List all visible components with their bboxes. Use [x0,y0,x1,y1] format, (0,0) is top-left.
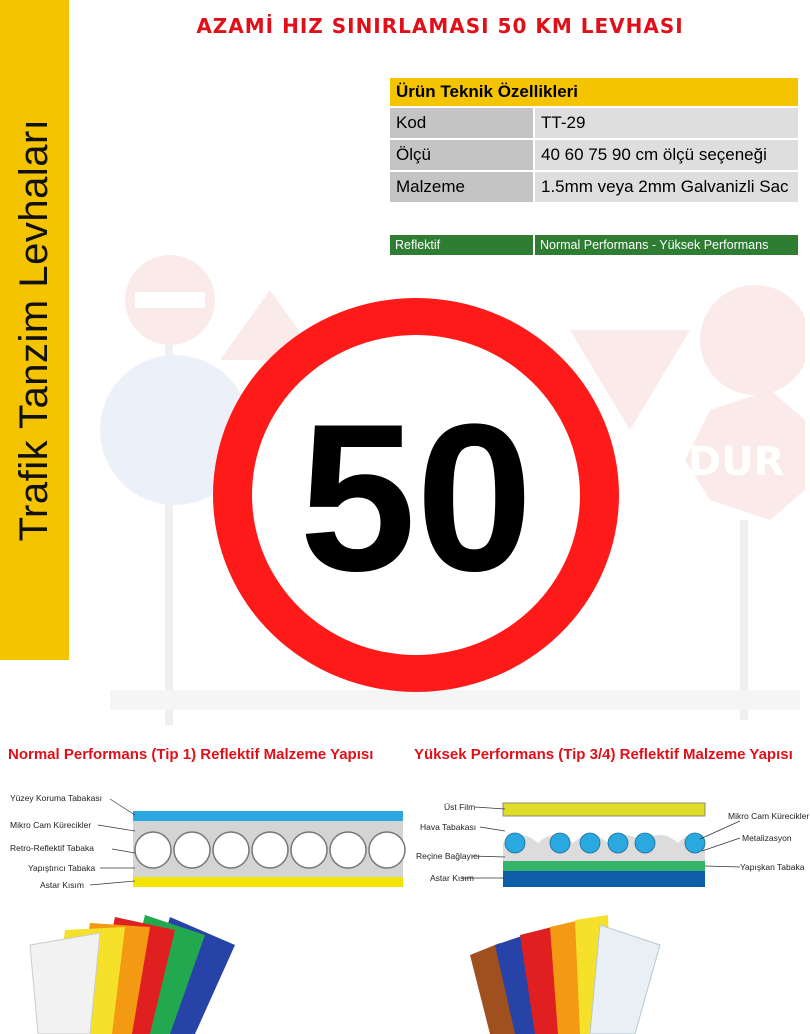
diagram-label: Üst Film [444,802,476,812]
diagram-label: Astar Kısım [40,880,84,890]
reflective-value: Normal Performans - Yüksek Performans [535,235,798,255]
diagram-label: Mikro Cam Kürecikler [728,811,810,821]
table-row [390,107,798,139]
diagram-label: Mikro Cam Kürecikler [10,820,92,830]
speed-limit-sign [203,290,633,700]
normal-reflective-samples-image [20,905,250,1034]
spec-value: 40 60 75 90 cm ölçü seçeneği [534,139,798,171]
table-row [390,171,798,203]
stop-sign-text: DUR [688,439,785,485]
high-structure-diagram [410,795,810,895]
high-performance-title: Yüksek Performans (Tip 3/4) Reflektif Malzeme Yapısı [414,746,793,763]
reflective-key: Reflektif [390,235,535,255]
page-title: AZAMİ HIZ SINIRLAMASI 50 KM LEVHASI [196,14,684,38]
diagram-label: Hava Tabakası [420,822,477,832]
high-reflective-samples-image [440,905,670,1034]
spec-value: TT-29 [534,107,798,139]
prohibition-sign-icon [700,285,805,395]
spec-value: 1.5mm veya 2mm Galvanizli Sac [534,171,798,203]
diagram-label: Astar Kısım [430,873,474,883]
specs-header: Ürün Teknik Özellikleri [390,78,798,107]
normal-performance-title: Normal Performans (Tip 1) Reflektif Malzeme Yapısı [8,746,374,763]
sidebar-banner [0,0,69,660]
normal-structure-diagram [0,795,410,895]
diagram-label: Yüzey Koruma Tabakası [10,795,102,803]
specs-table [390,78,798,204]
spec-key: Ölçü [390,139,534,171]
diagram-label: Yapışkan Tabaka [740,862,805,872]
spec-key: Kod [390,107,534,139]
speed-value: 50 [299,380,533,615]
sidebar-label: Trafik Tanzim Levhaları [12,118,56,542]
diagram-label: Metalizasyon [742,833,792,843]
diagram-label: Retro-Reflektif Tabaka [10,843,94,853]
diagram-label: Yapıştırıcı Tabaka [28,863,96,873]
spec-key: Malzeme [390,171,534,203]
table-row [390,139,798,171]
diagram-label: Reçine Bağlayıcı [416,851,480,861]
